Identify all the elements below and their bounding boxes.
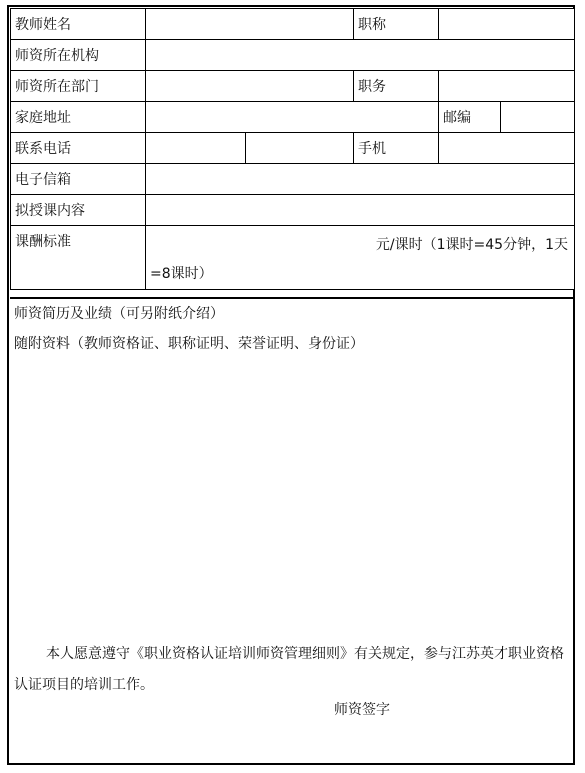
department-field[interactable] [146,71,354,102]
row-teacher-name [11,9,575,40]
signature-label: 师资签字 [334,702,390,718]
fee-text-line1: 元/课时（1课时=45分钟，1天 [375,237,568,253]
resume-section [10,297,574,762]
fee-field[interactable] [146,226,575,290]
row-address [11,102,575,133]
row-institution [11,40,575,71]
fee-label: 课酬标准 [11,226,146,290]
row-fee [11,226,575,290]
fee-description [150,231,570,289]
department-label: 师资所在部门 [11,71,146,102]
address-field[interactable] [146,102,439,133]
postcode-label: 邮编 [439,102,501,133]
institution-label: 师资所在机构 [11,40,146,71]
phone-field-1[interactable] [146,133,246,164]
address-label: 家庭地址 [11,102,146,133]
mobile-field[interactable] [439,133,575,164]
row-phone [11,133,575,164]
info-table [10,8,575,290]
postcode-field[interactable] [501,102,575,133]
row-email [11,164,575,195]
row-department [11,71,575,102]
fee-text-line2: =8课时） [150,266,213,282]
course-field[interactable] [146,195,575,226]
position-label: 职务 [354,71,439,102]
teacher-name-label: 教师姓名 [11,9,146,40]
teacher-name-field[interactable] [146,9,354,40]
title-field[interactable] [439,9,575,40]
email-label: 电子信箱 [11,164,146,195]
title-label: 职称 [354,9,439,40]
pledge-text: 本人愿意遵守《职业资格认证培训师资管理细则》有关规定，参与江苏英才职业资格认证项目的培训工作。 [14,646,564,693]
phone-label: 联系电话 [11,133,146,164]
teacher-registration-form [10,8,574,290]
row-course [11,195,575,226]
phone-field-2[interactable] [246,133,354,164]
mobile-label: 手机 [354,133,439,164]
attachments-heading: 随附资料（教师资格证、职称证明、荣誉证明、身份证） [14,336,364,352]
course-label: 拟授课内容 [11,195,146,226]
position-field[interactable] [439,71,575,102]
institution-field[interactable] [146,40,575,71]
email-field[interactable] [146,164,575,195]
resume-heading: 师资简历及业绩（可另附纸介绍） [14,306,224,322]
